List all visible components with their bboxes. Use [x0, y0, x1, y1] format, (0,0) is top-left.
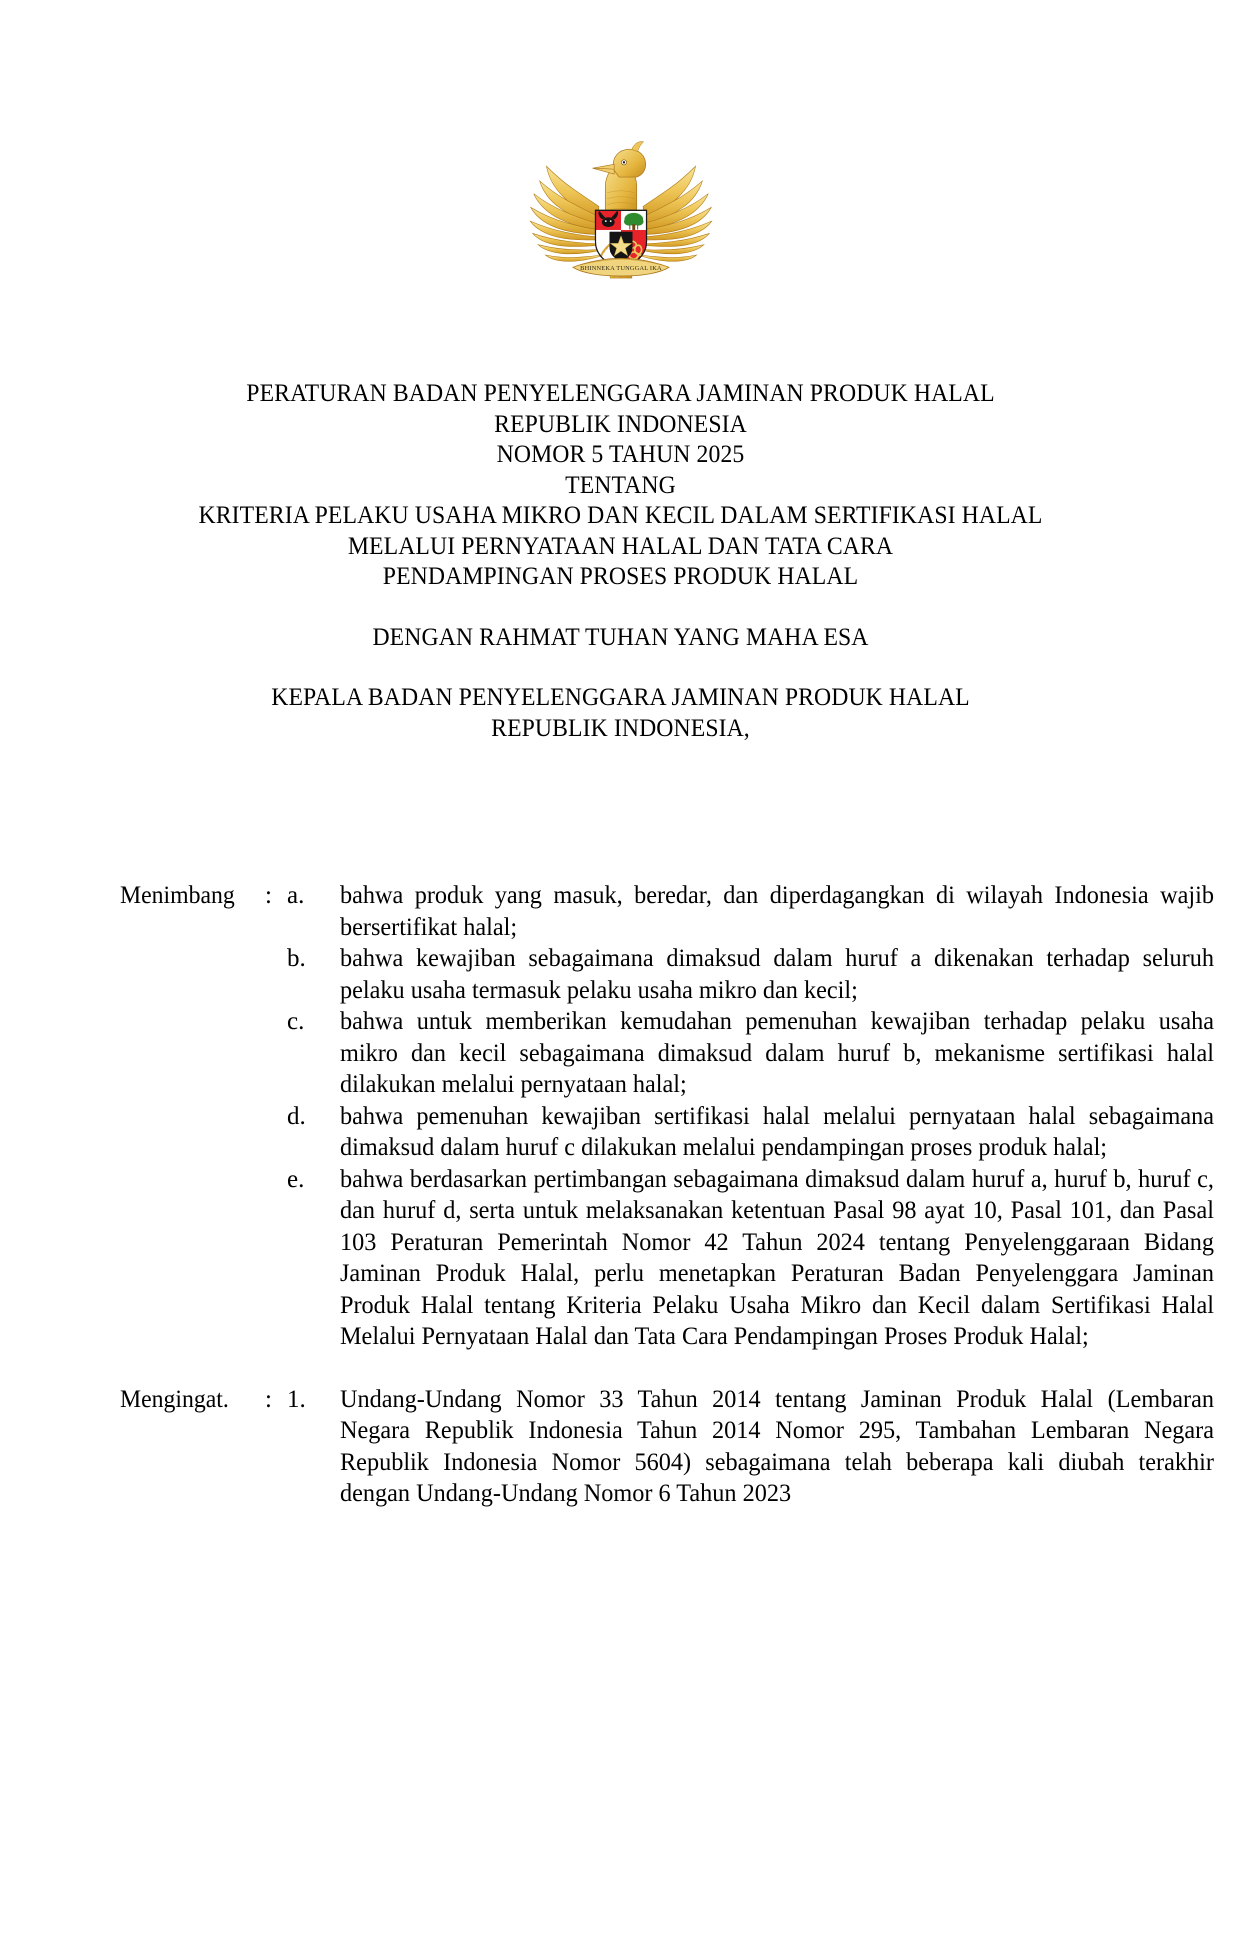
title-line-6: MELALUI PERNYATAAN HALAL DAN TATA CARA [347, 530, 894, 560]
list-item [287, 943, 1241, 1006]
item-text-d: bahwa pemenuhan kewajiban sertifikasi halal melalui pernyataan halal sebagaimana dimaksud dalam huruf c dilakukan melalui pendampingan proses produk halal; [340, 1102, 1214, 1161]
blessing-line: DENGAN RAHMAT TUHAN YANG MAHA ESA [372, 621, 869, 651]
title-line-7: PENDAMPINGAN PROSES PRODUK HALAL [382, 561, 859, 590]
body-block [0, 880, 1241, 1510]
item-text-e: bahwa berdasarkan pertimbangan sebagaimana dimaksud dalam huruf a, huruf b, huruf c, dan huruf d, serta untuk melaksanakan ketentuan Pasal 98 ayat 10, Pasal 101, dan Pasal 103 Peraturan Pemerintah Nomor 42 Tahun 2024 tentang Penyelenggaraan Bidang Jaminan Produk Halal, perlu menetapkan Peraturan Badan Penyelenggara Jaminan Produk Halal tentang Kriteria Pelaku Usaha Mikro dan Kecil dalam Sertifikasi Halal Melalui Pernyataan Halal dan Tata Cara Pendampingan Proses Produk Halal; [340, 1165, 1214, 1350]
item-text-a: bahwa produk yang masuk, beredar, dan diperdagangkan di wilayah Indonesia wajib bersertifikat halal; [340, 882, 1214, 941]
title-line-2: REPUBLIK INDONESIA [494, 408, 747, 438]
item-text-c: bahwa untuk memberikan kemudahan pemenuhan kewajiban terhadap pelaku usaha mikro dan kecil sebagaimana dimaksud dalam huruf b, mekanisme sertifikasi halal dilakukan melalui pernyataan halal; [340, 1008, 1214, 1098]
item-text-1: Undang-Undang Nomor 33 Tahun 2014 tentang Jaminan Produk Halal (Lembaran Negara Republik Indonesia Tahun 2014 Nomor 295, Tambahan Lembaran Negara Republik Indonesia Nomor 5604) sebagaimana telah beberapa kali diubah terakhir dengan Undang-Undang Nomor 6 Tahun 2023 [340, 1385, 1214, 1507]
section-label-menimbang: Menimbang [120, 882, 235, 909]
item-marker-1: 1. [287, 1385, 306, 1413]
left-wing [530, 166, 602, 261]
section-items-menimbang [287, 880, 1241, 1353]
title-block [0, 378, 1241, 743]
list-item [287, 880, 1241, 943]
garuda-emblem-svg [516, 128, 726, 280]
title-line-4: TENTANG [565, 469, 676, 499]
item-marker-c: c. [287, 1008, 305, 1035]
list-item [287, 1384, 1241, 1510]
item-marker-b: b. [287, 945, 306, 972]
authority-line-1: KEPALA BADAN PENYELENGGARA JAMINAN PRODUK HALAL [271, 682, 970, 711]
spacer-between-sections [0, 1353, 1241, 1384]
item-marker-e: e. [287, 1165, 305, 1193]
eagle-head [592, 142, 645, 177]
section-menimbang [0, 880, 1241, 1353]
emblem-container [0, 128, 1241, 285]
item-marker-a: a. [287, 882, 305, 909]
title-line-5: KRITERIA PELAKU USAHA MIKRO DAN KECIL DALAM SERTIFIKASI HALAL [198, 500, 1043, 529]
list-item [287, 1164, 1241, 1353]
garuda-pancasila-emblem [516, 128, 726, 280]
item-text-b: bahwa kewajiban sebagaimana dimaksud dalam huruf a dikenakan terhadap seluruh pelaku usaha termasuk pelaku usaha mikro dan kecil; [340, 945, 1214, 1004]
title-line-3: NOMOR 5 TAHUN 2025 [496, 439, 745, 468]
motto-scroll [572, 258, 668, 276]
section-colon-mengingat: : [265, 1385, 272, 1413]
list-item [287, 1006, 1241, 1101]
spacer-before-blessing [0, 592, 1241, 622]
authority-line-2: REPUBLIK INDONESIA, [491, 712, 750, 742]
title-line-1: PERATURAN BADAN PENYELENGGARA JAMINAN PRODUK HALAL [246, 378, 995, 407]
section-label-mengingat: Mengingat. [120, 1385, 229, 1413]
right-wing [640, 166, 712, 261]
section-items-mengingat [287, 1384, 1241, 1510]
section-mengingat [0, 1384, 1241, 1510]
section-colon-menimbang: : [265, 882, 272, 909]
motto-text: BHINNEKA TUNGGAL IKA [579, 265, 662, 273]
list-item [287, 1101, 1241, 1164]
item-marker-d: d. [287, 1102, 306, 1130]
spacer-before-authority [0, 652, 1241, 682]
